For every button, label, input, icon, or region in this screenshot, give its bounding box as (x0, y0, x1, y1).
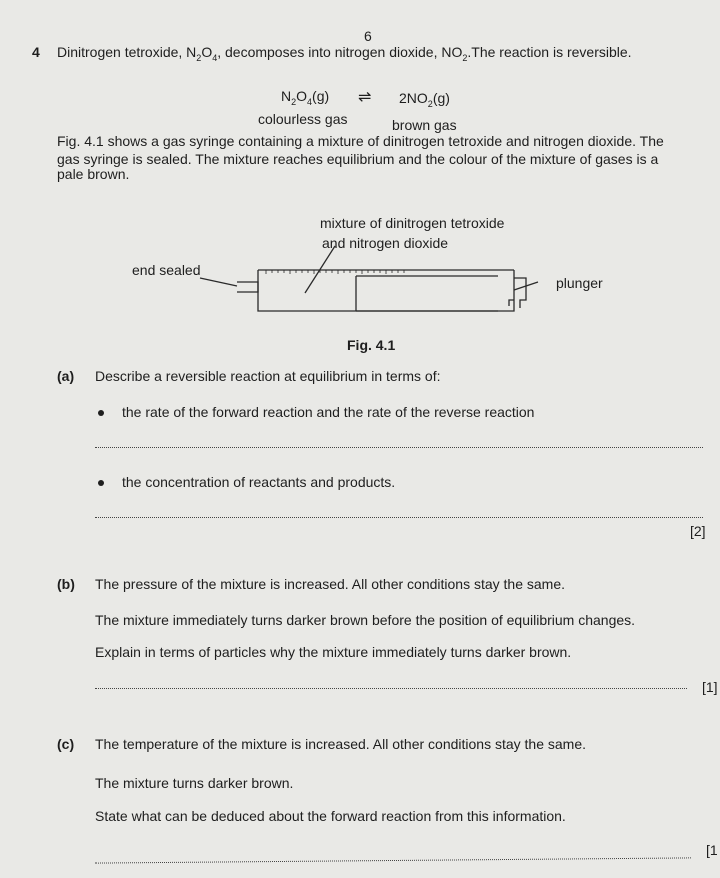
page-number: 6 (364, 28, 372, 44)
part-c-line-2: The mixture turns darker brown. (95, 775, 294, 791)
sealed-nozzle (237, 282, 258, 292)
question-intro: Dinitrogen tetroxide, $N_2O_4$, decomposes into nitrogen dioxide, $NO_2.The$ reaction is reversible. (57, 44, 632, 63)
part-c-line-1: The temperature of the mixture is increased. All other conditions stay the same. (95, 736, 587, 752)
part-c-marks: [1 (706, 842, 718, 858)
description-line-2: gas syringe is sealed. The mixture reaches equilibrium and the colour of the mixture of gases is a (57, 151, 659, 167)
part-b-line-2: The mixture immediately turns darker brown before the position of equilibrium changes. (95, 612, 636, 628)
part-b-line-1: The pressure of the mixture is increased. All other conditions stay the same. (95, 576, 566, 592)
answer-line-b[interactable] (95, 688, 687, 689)
part-a-marks: [2] (690, 523, 706, 539)
bullet-1 (98, 410, 104, 416)
description-line-3: pale brown. (57, 166, 130, 182)
figure-label-end-sealed: end sealed (132, 262, 201, 278)
equilibrium-arrow: ⇌ (358, 89, 372, 106)
part-c-label: (c) (57, 736, 75, 752)
plunger-handle-1 (514, 278, 526, 308)
colourless-gas-label: colourless gas (258, 111, 348, 127)
end-sealed-pointer (200, 278, 237, 286)
part-b-line-3: Explain in terms of particles why the mixture immediately turns darker brown. (95, 644, 572, 660)
figure-caption: Fig. 4.1 (347, 337, 396, 353)
part-b-label: (b) (57, 576, 75, 592)
part-b-marks: [1] (702, 679, 718, 695)
bullet-2 (98, 480, 104, 486)
plunger-handle-2 (509, 300, 514, 306)
question-number: 4 (32, 44, 40, 60)
equation-left: $N_2O_4(g)$ (281, 88, 330, 107)
part-a-bullet-2: the concentration of reactants and products. (122, 474, 396, 490)
answer-line-a1[interactable] (95, 447, 703, 448)
part-a-bullet-1: the rate of the forward reaction and the rate of the reverse reaction (122, 404, 535, 420)
part-a-stem: Describe a reversible reaction at equilibrium in terms of: (95, 368, 441, 384)
answer-line-a2[interactable] (95, 517, 703, 518)
description-line-1: Fig. 4.1 shows a gas syringe containing a mixture of dinitrogen tetroxide and nitrogen dioxide. The (57, 133, 664, 149)
figure-label-mixture-2: and nitrogen dioxide (322, 235, 449, 251)
equation-right: $2NO_2(g)$ (399, 90, 450, 109)
part-a-label: (a) (57, 368, 75, 384)
part-c-line-3: State what can be deduced about the forward reaction from this information. (95, 808, 566, 824)
figure-label-plunger: plunger (556, 275, 603, 291)
figure-label-mixture-1: mixture of dinitrogen tetroxide (320, 215, 505, 231)
brown-gas-label: brown gas (392, 117, 457, 133)
